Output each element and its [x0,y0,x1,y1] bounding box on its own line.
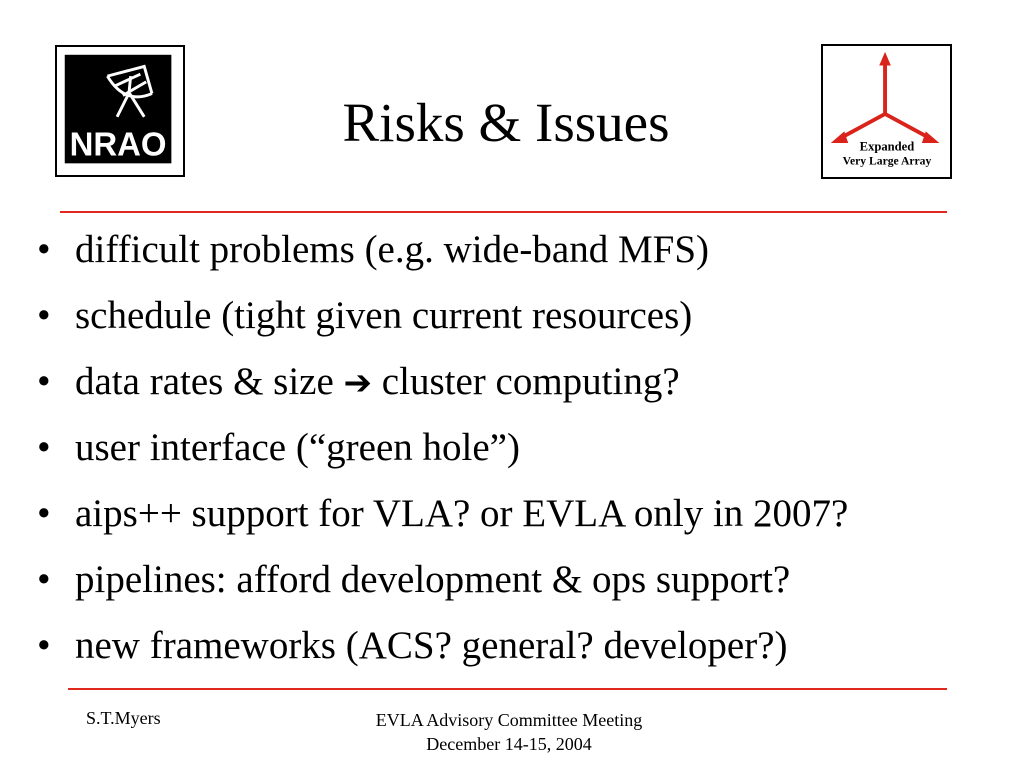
nrao-logo [55,45,185,177]
bullet-text: schedule (tight given current resources) [75,294,693,337]
footer-author: S.T.Myers [86,708,161,728]
evla-logo [821,44,952,179]
list-item [37,286,848,352]
footer-divider [68,688,947,690]
bullet-dot: • [37,558,51,601]
nrao-logo-text: NRAO [69,125,167,163]
list-item [37,550,848,616]
right-arrow-icon: ➔ [343,363,373,403]
title-divider [60,211,947,213]
list-item [37,484,848,550]
bullet-text: pipelines: afford development & ops support? [75,558,791,601]
bullet-dot: • [37,426,51,469]
evla-logo-line2: Very Large Array [842,154,932,168]
footer-event [300,708,718,756]
bullet-text: data rates & size [75,360,344,403]
list-item [37,220,848,286]
evla-logo-line1: Expanded [859,139,915,154]
evla-array-icon [823,46,950,177]
list-item [37,352,848,418]
nrao-dish-icon [57,47,183,175]
bullet-text: aips++ support for VLA? or EVLA only in 2007? [75,492,849,535]
bullet-dot: • [37,360,51,403]
list-item [37,616,848,682]
bullet-text: user interface (“green hole”) [75,426,520,469]
slide-title: Risks & Issues [342,92,670,153]
bullet-dot: • [37,624,51,667]
bullet-dot: • [37,492,51,535]
footer-event-name: EVLA Advisory Committee Meeting [375,710,643,730]
bullet-text: cluster computing? [372,360,680,403]
bullet-text: difficult problems (e.g. wide-band MFS) [75,228,710,271]
bullet-list [37,220,848,682]
bullet-dot: • [37,294,51,337]
bullet-text: new frameworks (ACS? general? developer?) [75,624,788,667]
list-item [37,418,848,484]
footer-event-date: December 14-15, 2004 [426,734,592,754]
bullet-dot: • [37,228,51,271]
